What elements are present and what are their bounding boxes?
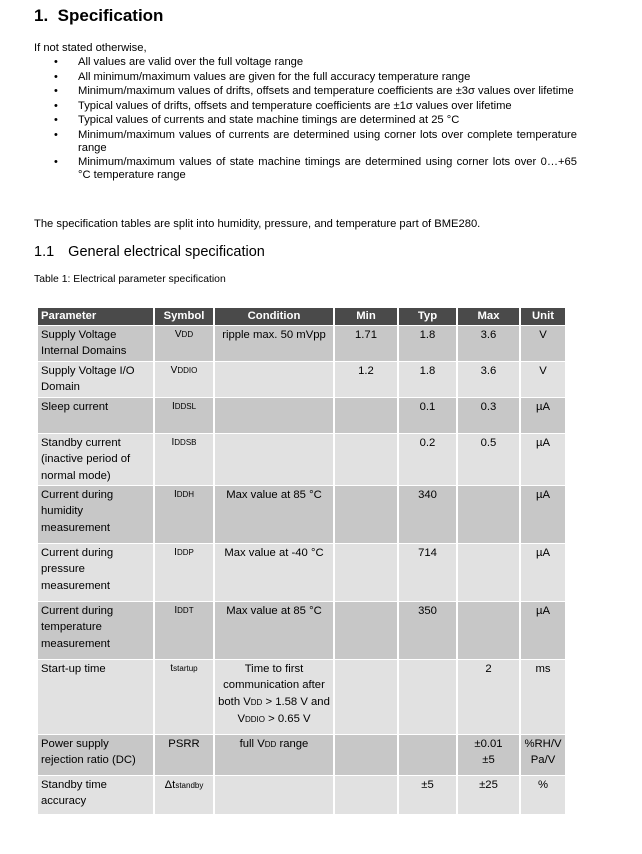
unit-cell: %RH/V Pa/V bbox=[521, 735, 565, 775]
column-header-condition: Condition bbox=[215, 308, 333, 325]
section-heading bbox=[34, 6, 163, 26]
condition-cell: Max value at 85 °C bbox=[215, 602, 333, 659]
bullet-icon: • bbox=[54, 99, 58, 112]
table-row bbox=[38, 434, 565, 485]
min-cell bbox=[335, 434, 397, 485]
parameter-cell: Supply Voltage Internal Domains bbox=[38, 326, 153, 361]
min-cell: 1.2 bbox=[335, 362, 397, 397]
bullet-icon: • bbox=[54, 56, 58, 68]
symbol-cell: IDDT bbox=[155, 602, 213, 659]
column-header-max: Max bbox=[458, 308, 519, 325]
unit-cell: µA bbox=[521, 398, 565, 433]
condition-cell bbox=[215, 434, 333, 485]
table-row bbox=[38, 544, 565, 601]
symbol-cell: PSRR bbox=[155, 735, 213, 775]
typ-cell: 1.8 bbox=[399, 362, 456, 397]
condition-cell: ripple max. 50 mVpp bbox=[215, 326, 333, 361]
parameter-cell: Start-up time bbox=[38, 660, 153, 734]
unit-cell: ms bbox=[521, 660, 565, 734]
unit-cell: V bbox=[521, 326, 565, 361]
min-cell: 1.71 bbox=[335, 326, 397, 361]
bullet-icon: • bbox=[54, 156, 58, 168]
symbol-cell: IDDSB bbox=[155, 434, 213, 485]
symbol-cell: VDDIO bbox=[155, 362, 213, 397]
table-row bbox=[38, 326, 565, 361]
min-cell bbox=[335, 660, 397, 734]
table-row bbox=[38, 602, 565, 659]
bullet-icon: • bbox=[54, 128, 58, 141]
typ-cell bbox=[399, 735, 456, 775]
typ-cell: 0.1 bbox=[399, 398, 456, 433]
list-item: • Minimum/maximum values of drifts, offsets and temperature coefficients are ±3σ values over lifetime bbox=[54, 85, 574, 97]
bullet-icon: • bbox=[54, 70, 58, 83]
column-header-min: Min bbox=[335, 308, 397, 325]
symbol-cell: VDD bbox=[155, 326, 213, 361]
condition-cell bbox=[215, 776, 333, 814]
min-cell bbox=[335, 602, 397, 659]
table-row bbox=[38, 398, 565, 433]
min-cell bbox=[335, 544, 397, 601]
unit-cell: µA bbox=[521, 434, 565, 485]
column-header-typ: Typ bbox=[399, 308, 456, 325]
condition-cell bbox=[215, 362, 333, 397]
assumptions-list bbox=[54, 56, 577, 184]
symbol-cell: tstartup bbox=[155, 660, 213, 734]
typ-cell: 0.2 bbox=[399, 434, 456, 485]
condition-cell bbox=[215, 398, 333, 433]
max-cell: 2 bbox=[458, 660, 519, 734]
electrical-spec-table bbox=[36, 307, 567, 815]
heading-number: 1. bbox=[34, 6, 49, 25]
table-header-row bbox=[38, 308, 565, 325]
max-cell bbox=[458, 486, 519, 543]
tables-note: The specification tables are split into humidity, pressure, and temperature part of BME280. bbox=[34, 218, 481, 230]
symbol-cell: IDDH bbox=[155, 486, 213, 543]
list-item: • All minimum/maximum values are given for the full accuracy temperature range bbox=[54, 70, 471, 83]
symbol-cell: IDDSL bbox=[155, 398, 213, 433]
column-header-parameter: Parameter bbox=[38, 308, 153, 325]
parameter-cell: Standby time accuracy bbox=[38, 776, 153, 814]
list-item: • Typical values of currents and state machine timings are determined at 25 °C bbox=[54, 114, 460, 126]
max-cell: 3.6 bbox=[458, 362, 519, 397]
table-row bbox=[38, 362, 565, 397]
column-header-unit: Unit bbox=[521, 308, 565, 325]
parameter-cell: Supply Voltage I/O Domain bbox=[38, 362, 153, 397]
typ-cell: ±5 bbox=[399, 776, 456, 814]
table-caption: Table 1: Electrical parameter specification bbox=[34, 274, 226, 285]
min-cell bbox=[335, 398, 397, 433]
table-row bbox=[38, 776, 565, 814]
heading-title: Specification bbox=[57, 6, 164, 25]
list-item: • Typical values of drifts, offsets and temperature coefficients are ±1σ values over lifetime bbox=[54, 99, 512, 112]
max-cell: 3.6 bbox=[458, 326, 519, 361]
unit-cell: V bbox=[521, 362, 565, 397]
typ-cell: 340 bbox=[399, 486, 456, 543]
min-cell bbox=[335, 776, 397, 814]
unit-cell: % bbox=[521, 776, 565, 814]
table-row bbox=[38, 660, 565, 734]
parameter-cell: Sleep current bbox=[38, 398, 153, 433]
subsection-heading bbox=[34, 244, 265, 260]
condition-cell: Max value at -40 °C bbox=[215, 544, 333, 601]
condition-cell: Time to first communication after both VDD > 1.58 V and VDDIO > 0.65 V bbox=[215, 660, 333, 734]
max-cell bbox=[458, 544, 519, 601]
list-item: • Minimum/maximum values of currents are determined using corner lots over complete temperature range bbox=[54, 128, 577, 154]
list-item: • All values are valid over the full voltage range bbox=[54, 56, 304, 68]
typ-cell: 1.8 bbox=[399, 326, 456, 361]
list-item: • Minimum/maximum values of state machine timings are determined using corner lots over 0…+65 °C temperature range bbox=[54, 156, 577, 181]
unit-cell: µA bbox=[521, 544, 565, 601]
condition-cell: Max value at 85 °C bbox=[215, 486, 333, 543]
typ-cell bbox=[399, 660, 456, 734]
parameter-cell: Power supply rejection ratio (DC) bbox=[38, 735, 153, 775]
max-cell: 0.3 bbox=[458, 398, 519, 433]
unit-cell: µA bbox=[521, 486, 565, 543]
min-cell bbox=[335, 735, 397, 775]
table-row bbox=[38, 486, 565, 543]
parameter-cell: Current during pressure measurement bbox=[38, 544, 153, 601]
column-header-symbol: Symbol bbox=[155, 308, 213, 325]
max-cell bbox=[458, 602, 519, 659]
parameter-cell: Current during humidity measurement bbox=[38, 486, 153, 543]
min-cell bbox=[335, 486, 397, 543]
max-cell: ±0.01 ±5 bbox=[458, 735, 519, 775]
bullet-icon: • bbox=[54, 85, 58, 97]
unit-cell: µA bbox=[521, 602, 565, 659]
subsection-number: 1.1 bbox=[34, 244, 55, 260]
typ-cell: 350 bbox=[399, 602, 456, 659]
table-row bbox=[38, 735, 565, 775]
typ-cell: 714 bbox=[399, 544, 456, 601]
parameter-cell: Standby current (inactive period of normal mode) bbox=[38, 434, 153, 485]
parameter-cell: Current during temperature measurement bbox=[38, 602, 153, 659]
bullet-icon: • bbox=[54, 114, 58, 126]
symbol-cell: IDDP bbox=[155, 544, 213, 601]
subsection-title: General electrical specification bbox=[68, 244, 265, 260]
condition-cell: full VDD range bbox=[215, 735, 333, 775]
max-cell: 0.5 bbox=[458, 434, 519, 485]
symbol-cell: Δtstandby bbox=[155, 776, 213, 814]
intro-text: If not stated otherwise, bbox=[34, 42, 147, 54]
max-cell: ±25 bbox=[458, 776, 519, 814]
